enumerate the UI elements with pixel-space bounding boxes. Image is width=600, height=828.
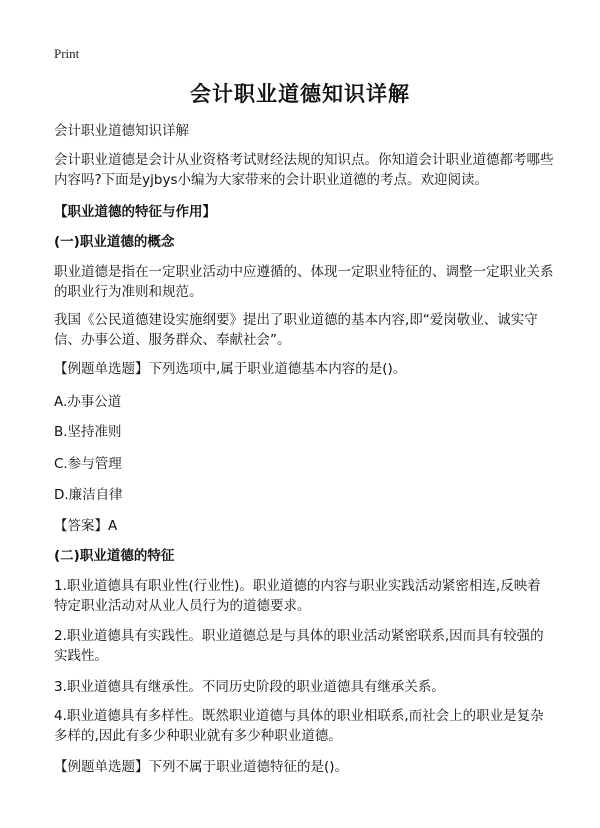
feature-item-2: 2.职业道德具有实践性。职业道德总是与具体的职业活动紧密联系,因而具有较强的实践性。	[54, 628, 544, 664]
article-subtitle: 会计职业道德知识详解	[54, 123, 189, 139]
feature-item-1: 1.职业道德具有职业性(行业性)。职业道德的内容与职业实践活动紧密相连,反映着特定职业活动对从业人员行为的道德要求。	[54, 578, 541, 614]
option-b: B.坚持准则	[54, 424, 122, 440]
section-heading: 【职业道德的特征与作用】	[54, 204, 216, 220]
subsection-heading-features: (二)职业道德的特征	[54, 548, 175, 564]
feature-item-3: 3.职业道德具有继承性。不同历史阶段的职业道德具有继承关系。	[54, 679, 445, 695]
option-d: D.廉洁自律	[54, 487, 123, 503]
example-question-1: 【例题单选题】下列选项中,属于职业道德基本内容的是()。	[54, 361, 407, 377]
option-c: C.参与管理	[54, 456, 122, 472]
option-a: A.办事公道	[54, 394, 122, 410]
subsection-heading-concept: (一)职业道德的概念	[54, 234, 175, 250]
page-title: 会计职业道德知识详解	[190, 82, 410, 106]
content-paragraph: 我国《公民道德建设实施纲要》提出了职业道德的基本内容,即“爱岗敬业、诚实守信、办事公道、服务群众、奉献社会”。	[54, 312, 538, 348]
print-link[interactable]: Print	[54, 46, 80, 61]
feature-item-4: 4.职业道德具有多样性。既然职业道德与具体的职业相联系,而社会上的职业是复杂多样的,因此有多少种职业就有多少种职业道德。	[54, 708, 544, 744]
concept-paragraph: 职业道德是指在一定职业活动中应遵循的、体现一定职业特征的、调整一定职业关系的职业行为准则和规范。	[54, 264, 554, 300]
answer-1: 【答案】A	[54, 518, 118, 534]
intro-paragraph: 会计职业道德是会计从业资格考试财经法规的知识点。你知道会计职业道德都考哪些内容吗?下面是yjbys小编为大家带来的会计职业道德的考点。欢迎阅读。	[54, 152, 554, 188]
example-question-2: 【例题单选题】下列不属于职业道德特征的是()。	[54, 759, 349, 775]
